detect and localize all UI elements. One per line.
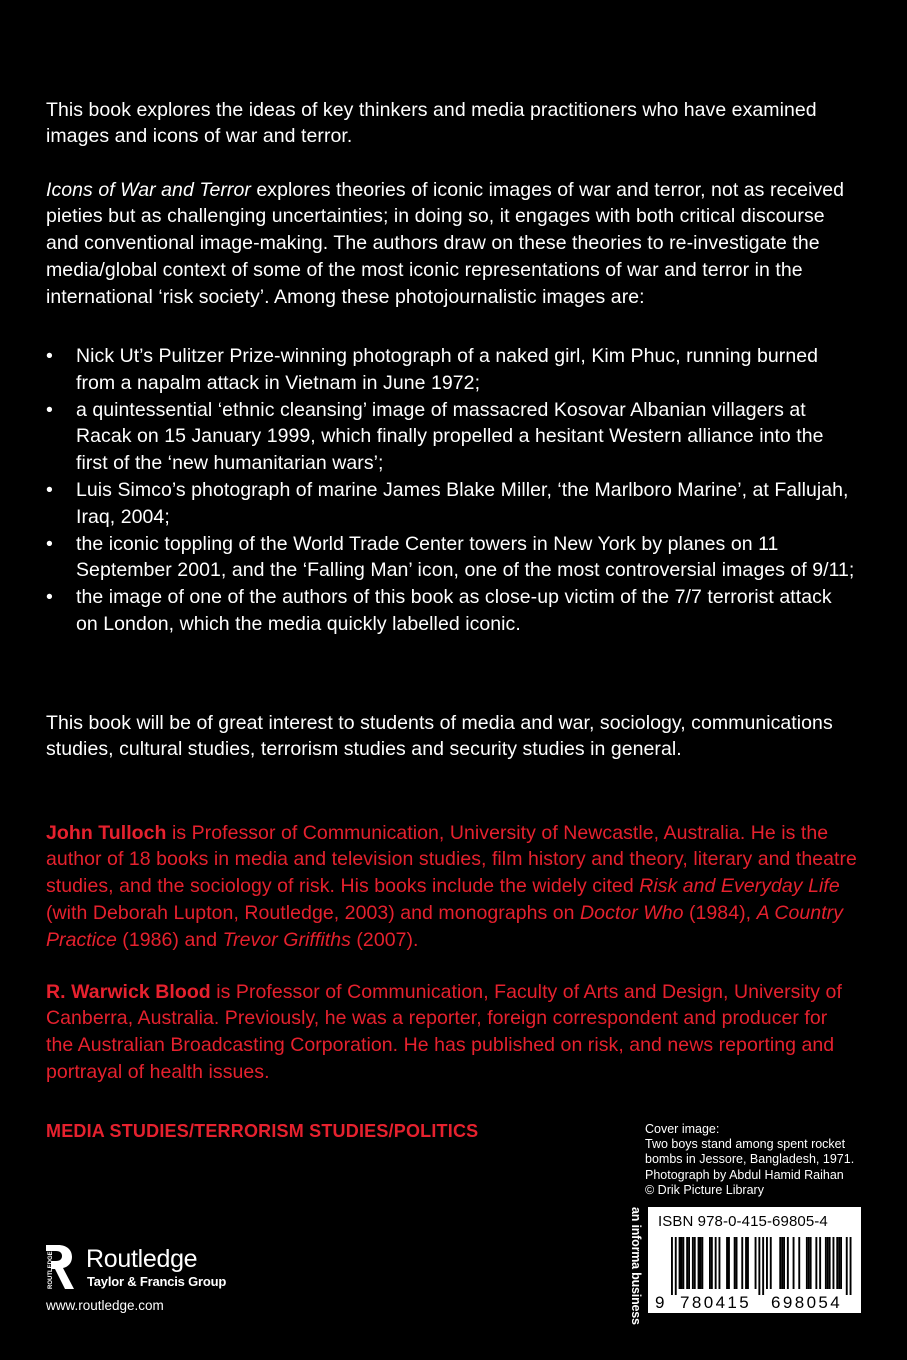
list-item [46,343,858,397]
image-list [46,343,858,638]
barcode-bar [741,1237,743,1289]
barcode-bar [709,1237,711,1289]
list-item [46,477,858,531]
barcode-bar [698,1237,700,1289]
barcode-bar [747,1237,749,1289]
barcode-bar [836,1237,838,1289]
barcode-bar [681,1237,683,1289]
barcode-bar [793,1237,795,1289]
list-item-text: Nick Ut’s Pulitzer Prize-winning photograph of a naked girl, Kim Phuc, running burned from a napalm attack in Vietnam in June 1972; [76,345,819,394]
credit-line: bombs in Jessore, Bangladesh, 1971. [645,1152,855,1167]
cover-image-credit [645,1122,885,1198]
barcode-bar [819,1237,821,1289]
publisher-group: Taylor & Francis Group [87,1274,227,1289]
barcode-bar [679,1237,681,1289]
barcode-bars [671,1237,852,1295]
bullet-icon: • [46,478,53,501]
barcode-bar [736,1237,738,1289]
bullet-icon: • [46,532,53,555]
barcode-bar [838,1237,840,1289]
barcode-bar [779,1237,781,1289]
intro-paragraph: This book explores the ideas of key thinkers and media practitioners who have examined images and icons of war and terror. [46,98,817,148]
list-item-text: Luis Simco’s photograph of marine James Blake Miller, ‘the Marlboro Marine’, at Fallujah, Iraq, 2004; [76,478,849,528]
list-item [46,584,858,638]
list-item-text: the iconic toppling of the World Trade Center towers in New York by planes on 11 September 2001, and the ‘Falling Man’ icon, one of the most controversial images of 9/11; [76,532,855,582]
list-item [46,397,858,477]
logo-vertical-text: ROUTLEDGE [48,1251,54,1289]
barcode-bar [798,1237,800,1289]
bullet-icon: • [46,586,53,609]
barcode-bar [770,1237,772,1289]
list-item-text: the image of one of the authors of this book as close-up victim of the 7/7 terrorist attack on London, which the media quickly labelled iconic. [76,586,832,635]
barcode-bar [688,1237,690,1289]
credit-line: Two boys stand among spent rocket [645,1137,846,1152]
book-title: Risk and Everyday Life [639,875,840,898]
barcode-bar [825,1237,827,1289]
barcode-bar [734,1237,736,1289]
isbn-label: ISBN 978-0-415-69805-4 [658,1213,828,1230]
bullet-icon: • [46,398,53,421]
barcode-bar [719,1237,721,1289]
barcode-bar [850,1237,852,1295]
barcode-bar [692,1237,694,1289]
list-item [46,531,858,585]
bullet-icon: • [46,345,53,367]
audience-paragraph: This book will be of great interest to students of media and war, sociology, communications studies, cultural studies, terrorism studies and security studies in general. [46,711,833,761]
barcode-bar [686,1237,688,1289]
barcode-bar [728,1237,730,1289]
barcode-bar [766,1237,768,1289]
bio-text: (2007). [350,928,419,951]
list-item-text: a quintessential ‘ethnic cleansing’ image of massacred Kosovar Albanian villagers at Racak on 15 January 1999, which finally propelled a hesitant Western alliance into the first of the ‘new humanitarian wars’; [76,398,824,475]
barcode-bar [846,1237,848,1295]
book-title: Trevor Griffiths [222,928,351,951]
author-name: John Tulloch [46,821,167,844]
bio-text: (with Deborah Lupton, Routledge, 2003) and monographs on [46,901,581,924]
barcode-bar [701,1237,703,1289]
routledge-r-icon [44,1243,78,1291]
barcode-bar [783,1237,785,1289]
barcode-left-digits: 780415 [680,1293,752,1311]
barcode-bar [726,1237,728,1289]
credit-label: Cover image: [645,1122,720,1136]
barcode-bar [840,1237,842,1289]
barcode-bar [827,1237,829,1289]
subject-category: MEDIA STUDIES/TERRORISM STUDIES/POLITICS [46,1121,479,1141]
barcode-bar [755,1237,757,1289]
bio-text: is Professor of Communication, University of Newcastle, Australia. He is the author of 18 books in media and television studies, film history and theory, literary and theatre studies, and the sociology of risk. His books include the widely cited [46,821,857,898]
barcode-bar [762,1237,764,1295]
barcode-right-digits: 698054 [771,1293,843,1311]
barcode-bar [694,1237,696,1289]
barcode-bar [829,1237,831,1289]
bio-text: (1986) and [116,928,223,951]
book-title: Doctor Who [580,901,684,924]
bio-text: is Professor of Communication, Faculty of Arts and Design, University of Canberra, Australia. Previously, he was a reporter, foreign correspondent and producer for the Australian Broadcasting Corporation. He has published on risk, and news reporting and portrayal of health issues. [46,980,842,1083]
bio-text: (1984), [683,901,757,924]
barcode-bar [833,1237,835,1289]
credit-line: © Drik Picture Library [645,1182,764,1197]
barcode-bar [781,1237,783,1289]
isbn-barcode [648,1207,861,1313]
barcode-bar [675,1237,677,1295]
barcode-bar [758,1237,760,1295]
barcode-bar [810,1237,812,1289]
barcode-bar [806,1237,808,1289]
barcode-bar [815,1237,817,1289]
barcode-bar [745,1237,747,1289]
publisher-name: Routledge [86,1245,198,1273]
barcode-bar [715,1237,717,1289]
book-title: A Country Practice [46,901,844,951]
publisher-website: www.routledge.com [46,1298,164,1313]
barcode-bar [787,1237,789,1289]
barcode-bar [808,1237,810,1289]
barcode-bar [700,1237,702,1289]
book-title: Icons of War and Terror [46,178,251,201]
author-name: R. Warwick Blood [46,980,211,1003]
barcode-first-digit: 9 [655,1293,665,1311]
synopsis-paragraph [46,177,858,311]
barcode-bar [682,1237,684,1289]
barcode-bar [671,1237,673,1295]
informa-tagline [625,1207,645,1327]
informa-text: an informa business [629,1207,643,1325]
credit-line: Photograph by Abdul Hamid Raihan [645,1167,844,1182]
barcode-bar [711,1237,713,1289]
barcode-graphic [653,1235,858,1311]
author-bio-blood [46,979,858,1086]
routledge-logo [44,1243,264,1291]
synopsis-text: explores theories of iconic images of war and terror, not as received pieties but as challenging uncertainties; in doing so, it engages with both critical discourse and conventional image-making. The authors draw on these theories to re-investigate the media/global context of some of the most iconic representations of war and terror in the international ‘risk society’. Among these photojournalistic images are: [46,178,845,308]
author-bio-tulloch [46,820,858,954]
